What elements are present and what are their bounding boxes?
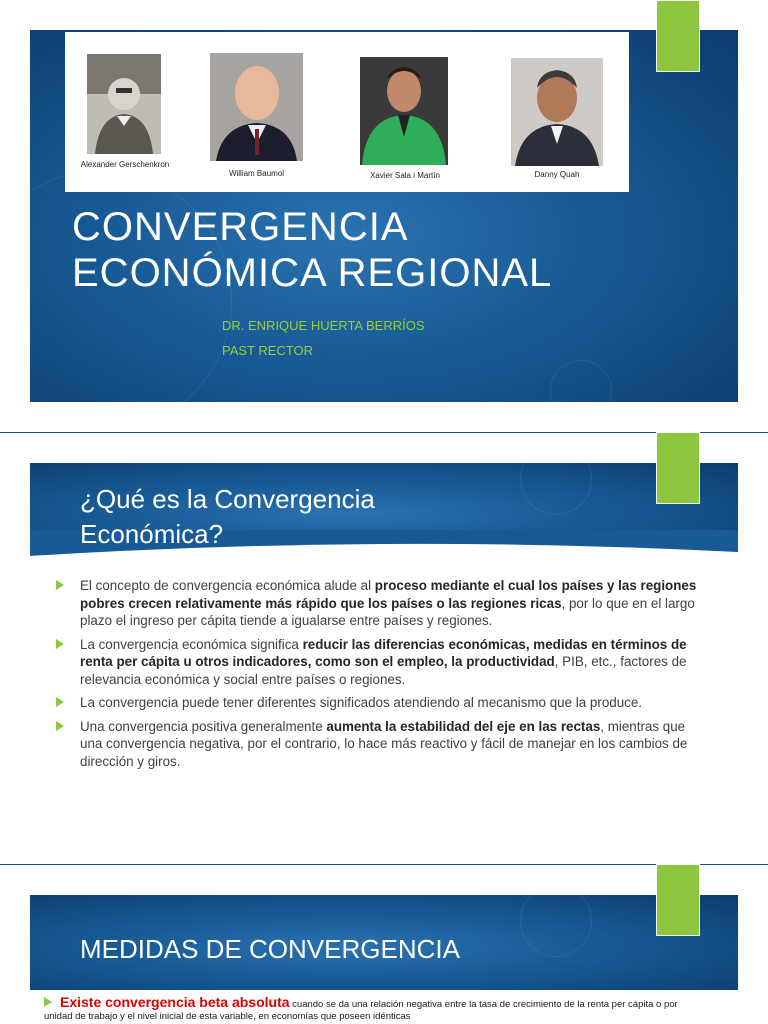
slide-divider xyxy=(0,864,768,865)
slide-3-accent-tab xyxy=(656,864,700,936)
slide-1-title xyxy=(72,204,552,296)
slide-2-accent-tab xyxy=(656,432,700,504)
title-line-2: ECONÓMICA REGIONAL xyxy=(72,251,553,295)
bullet-item xyxy=(56,577,698,630)
portrait-baumol xyxy=(210,53,303,161)
caption-sala-i-martin: Xavier Sala i Martín xyxy=(370,171,440,180)
bullet-text: La convergencia puede tener diferentes significados atendiendo al mecanismo que la produce. xyxy=(80,695,643,710)
decorative-circle xyxy=(520,443,592,515)
bullet-text: , PIB, etc., factores de relevancia económica y social entre países o regiones. xyxy=(80,654,687,687)
bullet-arrow-icon xyxy=(56,580,64,590)
decorative-circle xyxy=(520,885,592,957)
portrait-strip xyxy=(65,32,629,192)
bullet-list xyxy=(56,577,698,776)
slide-1-accent-tab xyxy=(656,0,700,72)
slide-2-title xyxy=(80,482,375,552)
bullet-arrow-icon xyxy=(44,997,52,1007)
slide-divider xyxy=(0,432,768,433)
title-line-1: CONVERGENCIA xyxy=(72,205,409,249)
slide-3-bullet xyxy=(44,996,704,1023)
bullet-text: Una convergencia positiva generalmente xyxy=(80,718,327,734)
portrait-quah xyxy=(511,58,603,166)
bullet-bold-text: aumenta la estabilidad del eje en las rectas xyxy=(326,718,601,734)
bullet-arrow-icon xyxy=(56,639,64,649)
bullet-highlight-text: Existe convergencia beta absoluta xyxy=(60,994,290,1010)
bullet-text: cuando se da una relación negativa entre la tasa de crecimiento de la renta per cápita o por unidad de trabajo y el nivel inicial de esta variable, en economías que poseen idénticas xyxy=(44,999,678,1022)
bullet-item xyxy=(56,694,698,712)
bullet-item xyxy=(56,636,698,689)
bullet-arrow-icon xyxy=(56,721,64,731)
portrait-gerschenkron xyxy=(87,54,161,154)
bullet-item xyxy=(56,718,698,771)
slide-2-title-line-2: Económica? xyxy=(80,519,224,549)
slide-3-title: MEDIDAS DE CONVERGENCIA xyxy=(80,934,460,964)
decorative-circle xyxy=(550,360,612,422)
author-role: PAST RECTOR xyxy=(222,343,314,358)
caption-quah: Danny Quah xyxy=(534,170,580,179)
bullet-bold-text: reducir las diferencias económicas, medidas en términos de renta per cápita u otros indicadores, como son el empleo, la productividad xyxy=(80,636,687,669)
caption-gerschenkron: Alexander Gerschenkron xyxy=(80,160,170,169)
bullet-text: La convergencia económica significa xyxy=(80,636,303,652)
author-name: DR. ENRIQUE HUERTA BERRÍOS xyxy=(222,318,425,333)
bullet-bold-text: proceso mediante el cual los países y las regiones pobres crecen relativamente más rápido que los países o las regiones ricas xyxy=(80,578,697,611)
bullet-text: , por lo que en el largo plazo el ingreso per cápita tiende a igualarse entre países y regiones. xyxy=(80,595,695,628)
bullet-text: El concepto de convergencia económica alude al xyxy=(80,578,375,593)
slide-2-title-line-1: ¿Qué es la Convergencia xyxy=(80,484,375,514)
bullet-text: , mientras que una convergencia negativa, por el contrario, lo hace más reactivo y fácil de manejar en los cambios de dirección y giros. xyxy=(80,718,688,769)
caption-baumol: William Baumol xyxy=(228,169,285,178)
portrait-sala-i-martin xyxy=(360,57,448,165)
bullet-arrow-icon xyxy=(56,697,64,707)
